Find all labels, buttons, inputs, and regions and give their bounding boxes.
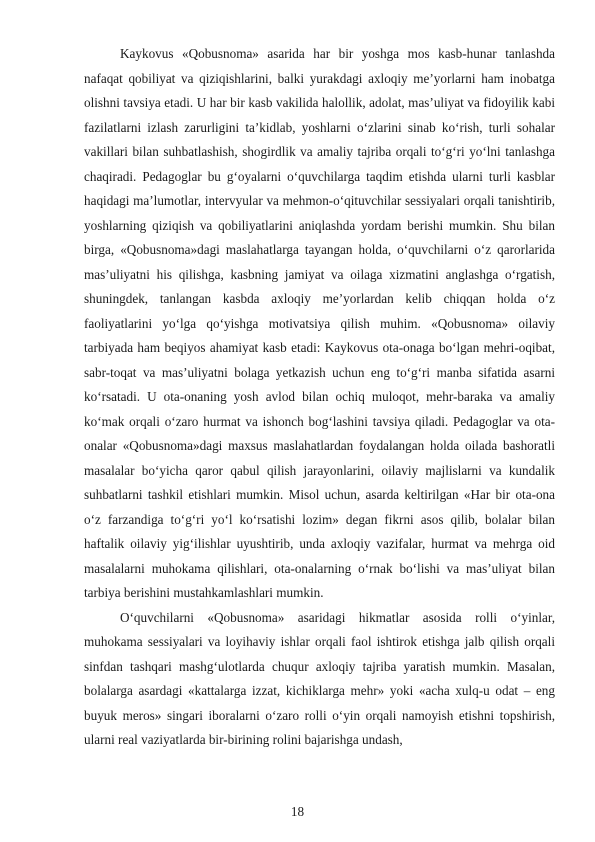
document-page (84, 42, 555, 753)
page-number: 18 (290, 804, 305, 819)
paragraph-1: Kaykovus «Qobusnoma» asarida har bir yoshga mos kasb-hunar tanlashda nafaqat qobiliyat va qiziqishlarini, balki yurakdagi axloqiy me’yorlarni ham inobatga olishni tavsiya etadi. U har bir kasb vakilida halollik, adolat, mas’uliyat va fidoyilik kabi fazilatlarni izlash zarurligini ta’kidlab, yoshlarni o‘zlarini sinab ko‘rish, turli sohalar vakillari bilan suhbatlashish, shogirdlik va amaliy tajriba orqali to‘g‘ri yo‘lni tanlashga chaqiradi. Pedagoglar bu g‘oyalarni o‘quvchilarga taqdim etishda ularni turli kasblar haqidagi ma’lumotlar, intervyular va mehmon-o‘qituvchilar sessiyalari orqali tanishtirib, yoshlarning qiziqish va qobiliyatlarini aniqlashda yordam berishi mumkin. Shu bilan birga, «Qobusnoma»dagi maslahatlarga tayangan holda, o‘quvchilarni o‘z qarorlarida mas’uliyatni his qilishga, kasbning jamiyat va oilaga xizmatini anglashga o‘rgatish, shuningdek, tanlangan kasbda axloqiy me’yorlardan kelib chiqqan holda o‘z faoliyatlarini yo‘lga qo‘yishga motivatsiya qilish muhim. «Qobusnoma» oilaviy tarbiyada ham beqiyos ahamiyat kasb etadi: Kaykovus ota-onaga bo‘lgan mehri-oqibat, sabr-toqat va mas’uliyatni bolaga yetkazish uchun eng to‘g‘ri manba sifatida asarni ko‘rsatadi. U ota-onaning yosh avlod bilan ochiq muloqot, mehr-baraka va amaliy ko‘mak orqali o‘zaro hurmat va ishonch bog‘lashini tavsiya qiladi. Pedagoglar va ota-onalar «Qobusnoma»dagi maxsus maslahatlardan foydalangan holda oilada bashoratli masalalar bo‘yicha qaror qabul qilish jarayonlarini, oilaviy majlislarni va kundalik suhbatlarni tashkil etishlari mumkin. Misol uchun, asarda keltirilgan «Har bir ota-ona o‘z farzandiga to‘g‘ri yo‘l ko‘rsatishi lozim» degan fikrni asos qilib, bolalar bilan haftalik oilaviy yig‘ilishlar uyushtirib, unda axloqiy vazifalar, hurmat va mehrga oid masalalarni muhokama qilishlari, ota-onalarning o‘rnak bo‘lishi va mas’uliyat bilan tarbiya berishini mustahkamlashlari mumkin. (84, 46, 555, 600)
paragraph-2: O‘quvchilarni «Qobusnoma» asaridagi hikmatlar asosida rolli o‘yinlar, muhokama sessiyalari va loyihaviy ishlar orqali faol ishtirok etishga jalb qilish orqali sinfdan tashqari mashg‘ulotlarda chuqur axloqiy tajriba yaratish mumkin. Masalan, bolalarga asardagi «kattalarga izzat, kichiklarga mehr» yoki «acha xulq-u odat – eng buyuk meros» singari iboralarni o‘zaro rolli o‘yin orqali namoyish etishni topshirish, ularni real vaziyatlarda bir-birining rolini bajarishga undash, (84, 609, 555, 747)
